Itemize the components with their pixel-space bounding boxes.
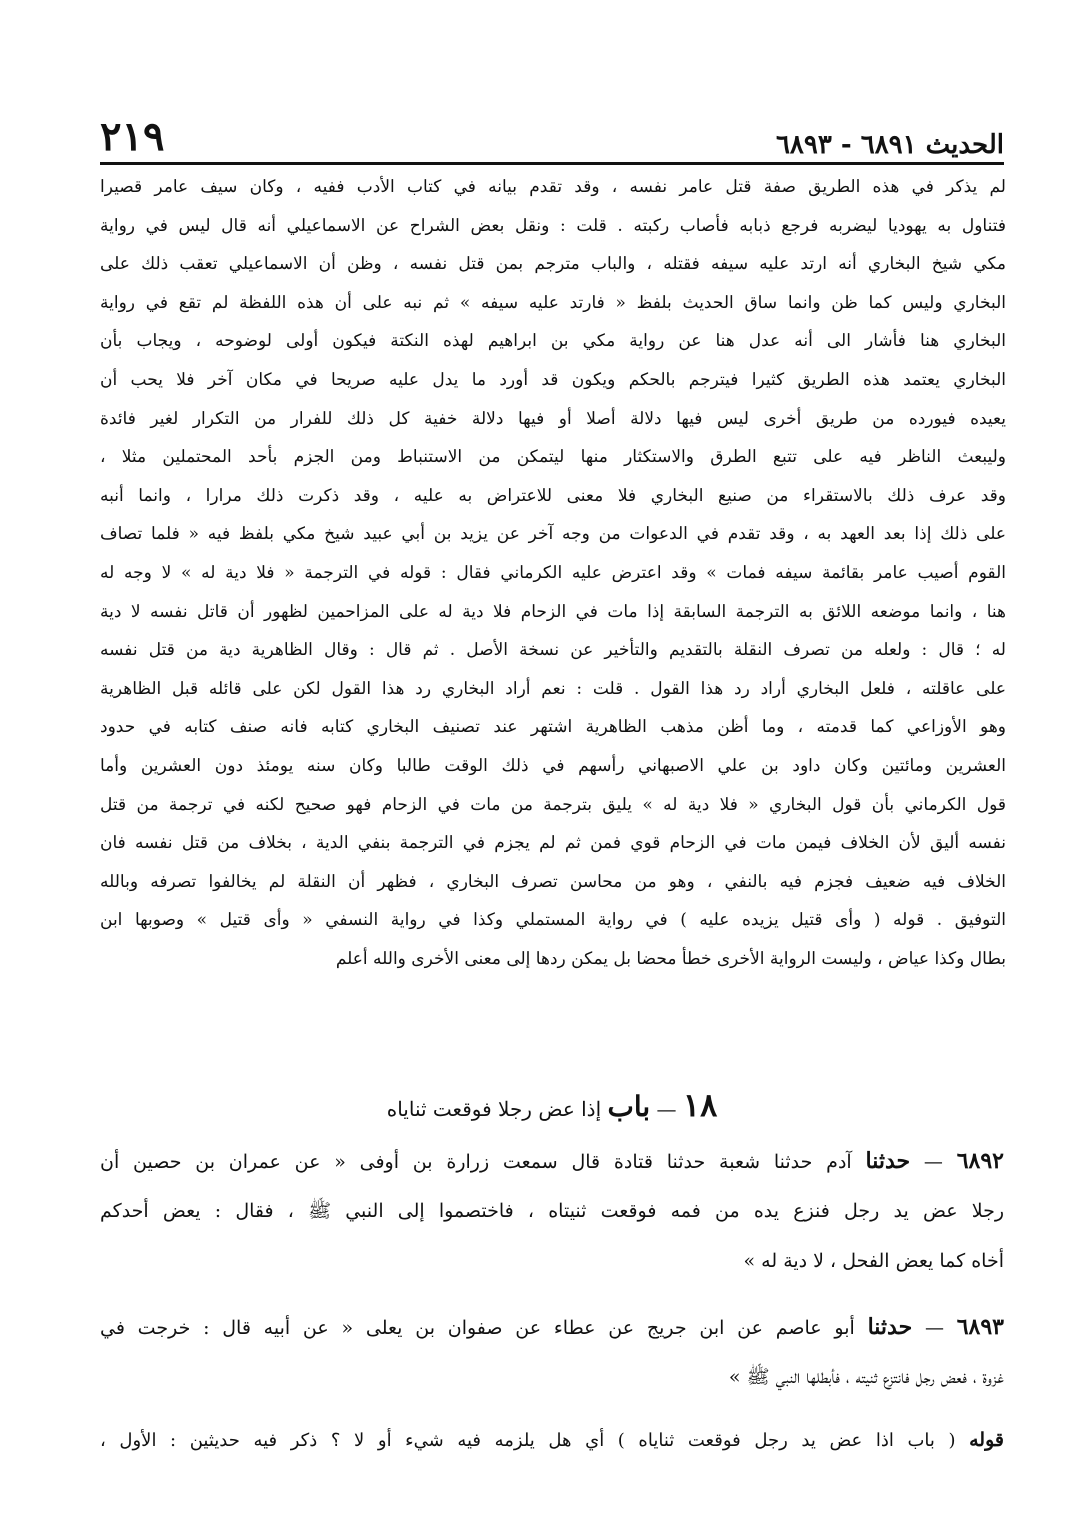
commentary-line: البخاري وليس كما ظن وانما ساق الحديث بلفظ « فارتد عليه سيفه » ثم نبه على أن هذه اللفظة لم تقع في رواية xyxy=(100,292,1006,313)
chapter-number: ١٨ xyxy=(682,1086,718,1124)
commentary-line: البخاري يعتمد هذه الطريق كثيرا فيترجم بالحكم ويكون قد أورد ما يدل عليه صريحا في مكان آخر فلا يحب أن xyxy=(100,369,1006,390)
commentary-line: وهو الأوزاعي كما قدمته ، وما أظن مذهب الظاهرية اشتهر عند تصنيف البخاري كتابه فانه صنف كتابه في حدود xyxy=(100,717,1006,738)
hadith-line: غزوة ، فعض رجل فانتزع ثنيته ، فأبطلها النبي ﷺ » xyxy=(728,1366,1004,1388)
chapter-dash: — xyxy=(656,1097,677,1121)
running-head: الحديث ٦٨٩١ - ٦٨٩٣ xyxy=(775,130,1004,160)
commentary-text xyxy=(100,168,1006,978)
commentary-line: فتناول به يهوديا ليضربه فرجع ذبابه فأصاب ركبته . قلت : ونقل بعض الشراح عن الاسماعيلي أنه قال ليس في رواية xyxy=(100,215,1006,236)
commentary-line: لم يذكر في هذه الطريق صفة قتل عامر نفسه ، وقد تقدم بيانه في كتاب الأدب ففيه ، وكان سيف عامر قصيرا xyxy=(100,177,1006,197)
hadith-text: آدم حدثنا شعبة حدثنا قتادة قال سمعت زرارة بن أوفى « عن عمران بن حصين أن xyxy=(100,1151,852,1173)
commentary-line: وقد عرف ذلك بالاستقراء من صنيع البخاري فلا معنى للاعتراض به عليه ، وقد ذكرت ذلك مرارا ، وانما أنبه xyxy=(100,485,1006,506)
commentary-line: هنا ، وانما موضعه اللائق به الترجمة السابقة إذا مات في الزحام فلا دية له على المزاحمين لظهور أن قاتل نفسه لا دية xyxy=(100,601,1006,622)
page-header xyxy=(100,108,1004,160)
hadith-dash: — xyxy=(923,1151,943,1173)
hadith-dash: — xyxy=(924,1317,944,1339)
hadith-number: ٦٨٩٣ xyxy=(956,1314,1004,1340)
page-number: ٢١٩ xyxy=(100,113,165,160)
commentary-line: القوم أصيب عامر بقائمة سيفه فمات » وقد اعترض عليه الكرماني فقال : قوله في الترجمة « فلا دية له » لا وجه له xyxy=(100,562,1006,583)
hadith-line: أخاه كما يعض الفحل ، لا دية له » xyxy=(743,1250,1004,1272)
commentary-line: التوفيق . قوله ( وأى قتيل يزيده عليه ) في رواية المستملي وكذا في رواية النسفي « وأى قتيل » وصوبها ابن xyxy=(100,910,1006,931)
final-commentary xyxy=(100,1420,1004,1460)
final-text: ( باب اذا عض يد رجل فوقعت ثناياه ) أي هل يلزمه فيه شيء أو لا ؟ ذكر فيه حديثين : الأول ، xyxy=(100,1430,956,1451)
commentary-line: يعيده فيورده من طريق أخرى ليس فيها دلالة أصلا أو فيها دلالة خفية كل ذلك للفرار من التكرار لغير فائدة xyxy=(100,408,1006,429)
final-line xyxy=(100,1420,1004,1460)
commentary-line: مكي شيخ البخاري أنه ارتد عليه سيفه فقتله ، والباب مترجم بمن قتل نفسه ، وظن أن الاسماعيلي تعقب ذلك على xyxy=(100,254,1006,275)
hadith-number: ٦٨٩٢ xyxy=(956,1148,1004,1174)
hadith-opening: حدثنا xyxy=(865,1148,911,1174)
hadith-text: أبو عاصم عن ابن جريج عن عطاء عن صفوان بن يعلى « عن أبيه قال : خرجت في xyxy=(100,1317,855,1339)
hadith-line: رجلا عض يد رجل فنزع يده من فمه فوقعت ثنيتاه ، فاختصموا إلى النبي ﷺ ، فقال : يعض أحدكم xyxy=(100,1200,1004,1222)
qawluhu-label: قوله xyxy=(969,1429,1004,1451)
commentary-line: له ؛ قال : ولعله من تصرف النقلة بالتقديم والتأخير عن نسخة الأصل . ثم قال : وقال الظاهرية دية من قتل نفسه xyxy=(100,640,1006,661)
chapter-title: إذا عض رجلا فوقعت ثناياه xyxy=(386,1097,602,1121)
commentary-line: وليبعث الناظر فيه على تتبع الطرق والاستكثار منها ليتمكن من الاستنباط ومن الجزم بأحد المحتملين مثلا ، xyxy=(100,447,1006,468)
commentary-line: البخاري هنا فأشار الى أنه عدل هنا عن رواية مكي بن ابراهيم لهذه النكتة فيكون أولى لوضوحه ، ويجاب بأن xyxy=(100,331,1006,352)
hadith-line xyxy=(100,1302,1004,1352)
hadith-line xyxy=(100,1136,1004,1186)
header-rule xyxy=(100,162,1004,165)
hadith-6892 xyxy=(100,1136,1004,1286)
commentary-line: بطال وكذا عياض ، وليست الرواية الأخرى خطأ محضا بل يمكن ردها إلى معنى الأخرى والله أعلم xyxy=(335,948,1006,969)
commentary-line: على عاقلته ، فلعل البخاري أراد رد هذا القول . قلت : نعم أراد البخاري رد هذا القول لكن على قائله قبل الظاهرية xyxy=(100,678,1006,699)
chapter-label: باب xyxy=(607,1090,651,1123)
commentary-line: الخلاف فيه ضعيف فجزم فيه بالنفي ، وهو من محاسن تصرف البخاري ، فظهر أن النقلة لم يخالفوا تصرفه وبالله xyxy=(100,871,1006,892)
commentary-line: العشرين ومائتين وكان داود بن علي الاصبهاني رأسهم في ذلك الوقت طالبا وكان سنه يومئذ دون العشرين وأما xyxy=(100,755,1006,776)
commentary-line: نفسه أليق لأن الخلاف فيمن مات في الزحام قوي فمن ثم لم يجزم في الترجمة بنفي الدية ، بخلاف من قتل نفسه فان xyxy=(100,833,1006,854)
hadith-6893 xyxy=(100,1302,1004,1402)
hadith-opening: حدثنا xyxy=(867,1314,913,1340)
commentary-line: قول الكرماني بأن قول البخاري « فلا دية له » يليق بترجمة من مات في الزحام فهو صحيح لكنه في ترجمة من قتل xyxy=(100,794,1006,815)
commentary-line: على ذلك إذا بعد العهد به ، وقد تقدم في الدعوات من وجه آخر عن يزيد بن أبي عبيد شيخ مكي بلفظ فيه « فلما تصاف xyxy=(100,524,1006,545)
chapter-heading xyxy=(100,1080,1004,1130)
